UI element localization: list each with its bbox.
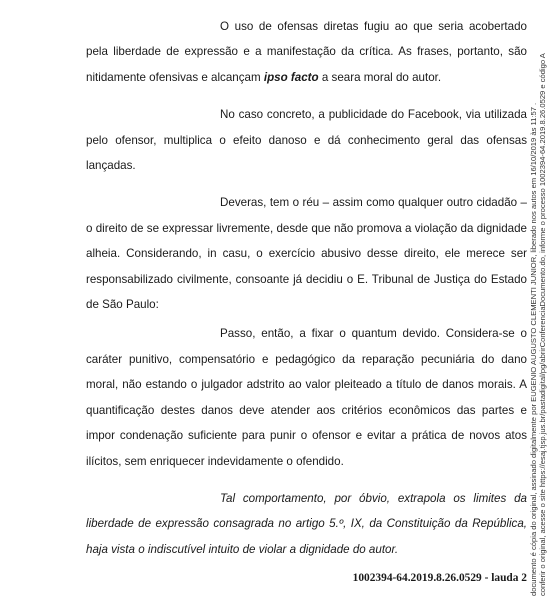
paragraph-offenses-end: a seara moral do autor. (318, 70, 442, 84)
signature-note-line-2: conferir o original, acesse o site https://esaj.tjsp.jus.br/pastadigital/pg/abrirConferenciaDocumento.do, informe o processo 1002394-64.2019.8.26.0529 e código A (538, 53, 548, 596)
paragraph-quantum: Passo, então, a fixar o quantum devido. Considera-se o caráter punitivo, compensatório e pedagógico da reparação pecuniária do dano moral, não estando o julgador adstrito ao valor pleiteado a título de danos morais. A quantificação destes danos deve atender aos critérios econômicos das partes e impor condenação suficiente para punir o ofensor e evitar a prática de novos atos ilícitos, sem enriquecer indevidamente o ofendido. (86, 327, 527, 468)
paragraph-offenses (86, 14, 527, 90)
page-footer-lauda: 1002394-64.2019.8.26.0529 - lauda 2 (352, 572, 527, 584)
digital-signature-note (529, 0, 548, 596)
paragraph-facebook: No caso concreto, a publicidade do Facebook, via utilizada pelo ofensor, multiplica o efeito danoso e dá conhecimento geral das ofensas lançadas. (86, 108, 527, 173)
ipso-facto-emphasis: ipso facto (263, 70, 319, 84)
document-body (86, 14, 527, 574)
signature-note-line-1: documento é cópia do original, assinado digitalmente por EUGENIO AUGUSTO CLEMENTI JUNIOR, liberado nos autos em 16/10/2019 às 11:57 . (529, 102, 538, 596)
paragraph-freedom: Deveras, tem o réu – assim como qualquer outro cidadão – o direito de se expressar livremente, desde que não promova a violação da dignidade alheia. Considerando, in casu, o exercício abusivo desse direito, ele merece ser responsabilizado civilmente, consoante já decidiu o E. Tribunal de Justiça do Estado de São Paulo: (86, 196, 527, 312)
paragraph-offenses-text: O uso de ofensas diretas fugiu ao que seria acobertado pela liberdade de expressão e a manifestação da crítica. As frases, portanto, são nitidamente ofensivas e alcançam (86, 20, 527, 84)
paragraph-constitution: Tal comportamento, por óbvio, extrapola os limites da liberdade de expressão consagrada no artigo 5.º, IX, da Constituição da República, haja vista o indiscutível intuito de violar a dignidade do autor. (86, 491, 527, 556)
